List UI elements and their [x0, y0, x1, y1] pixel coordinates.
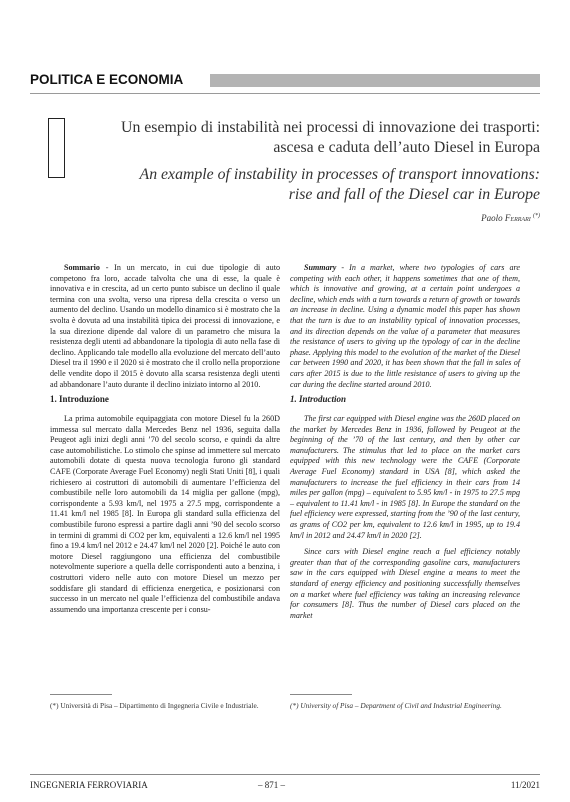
author-last-name: Ferrari: [504, 213, 531, 223]
title-english: An example of instability in processes of transport innovations: rise and fall of the Diesel car in Europe: [139, 166, 540, 203]
footnote-italian: (*) Università di Pisa – Dipartimento di Ingegneria Civile e Industriale.: [50, 701, 259, 710]
section-title: POLITICA E ECONOMIA: [30, 72, 184, 87]
footer-journal: INGEGNERIA FERROVIARIA: [30, 780, 148, 790]
footer-rule: [30, 774, 540, 775]
author-footnote-mark: (*): [533, 213, 540, 219]
author: [481, 213, 540, 223]
intro-english-paragraph-2: Since cars with Diesel engine reach a fuel efficiency notably greater than that of the corresponding gasoline cars, manufacturers saw in the cars equipped with Diesel engine a means to meet the standard of energy efficiency and positioning successfully themselves on a market where fuel efficiency was taking an increasing relevance for consumers [8]. Thus the number of Diesel cars placed on the market: [290, 547, 520, 620]
title-marker-box: [48, 118, 65, 178]
abstract-english: [290, 263, 520, 396]
intro-italian-heading: 1. Introduzione: [50, 394, 109, 404]
title-italian: Un esempio di instabilità nei processi di innovazione dei trasporti: ascesa e caduta dell’auto Diesel in Europa: [121, 119, 540, 156]
footnote-english: (*) University of Pisa – Department of Civil and Industrial Engineering.: [290, 701, 502, 710]
abstract-italian-text: Sommario - In un mercato, in cui due tipologie di auto competono fra loro, accade talvolta che una di esse, la quale è innovativa e in crescita, ad un certo punto subisce un declino il quale termina con una svolta, verso una ripresa della crescita o verso un aumento del declino. Usando un modello dinamico si è mostrato che la svolta è dovuta ad una instabilità tipica dei processi di innovazione, e la sua direzione dipende dal valore di un parametro che misura la resistenza degli utenti ad abbandonare la tipologia di auto nella fase di declino. Applicando tale modello alla evoluzione del mercato dell’auto Diesel tra il 1990 e il 2020 si è mostrato che il crollo nella proporzione delle vendite dopo il 2015 è dovuto alla scarsa resistenza degli utenti ad abbandonare l’auto durante il declino iniziato intorno al 2010.: [50, 263, 280, 389]
intro-english-heading: 1. Introduction: [290, 394, 347, 404]
footer-page-number: – 871 –: [258, 780, 285, 790]
section-rule: [30, 93, 540, 94]
intro-english-body: [290, 414, 520, 627]
footer-issue: 11/2021: [510, 780, 540, 790]
footnote-rule-left: [50, 694, 112, 695]
section-header: [30, 72, 540, 90]
abstract-english-label: Summary: [304, 263, 337, 272]
abstract-italian: [50, 263, 280, 396]
section-bar: [210, 74, 540, 87]
author-first-name: Paolo: [481, 213, 503, 223]
intro-italian-body: [50, 414, 280, 621]
abstract-english-text: Summary - In a market, where two typologies of cars are competing with each other, it happens sometimes that one of them, which is innovative and growing, at a certain point undergoes a decline, which ends with a turn towards a return of growth or towards an increase in decline. Using a dynamic model this paper has shown that the turn is due to an instability typical of innovation processes, and its direction depends on the value of a parameter that measures the resistance of users to giving up the typology of car in the decline phase. Applying this model to the evolution of the market of the Diesel car between 1990 and 2020, it has been shown that the fall in sales of cars after 2015 is due to the little resistance of users to giving up the car during the decline started around 2010.: [290, 263, 520, 389]
intro-italian-paragraph: La prima automobile equipaggiata con motore Diesel fu la 260D immessa sul mercato dalla Mercedes Benz nel 1936, seguita dalla Peugeot agli inizi degli anni ’70 del secolo scorso, e quindi da altre case automobilistiche. Lo stimolo che spinse ad immettere sul mercato automobili dotate di questa nuova tecnologia furono gli standard CAFE (Corporate Average Fuel Economy) negli Stati Uniti [8], i quali richiesero ai costruttori di automobili di aumentare l’efficienza del combustibile nelle loro automobili da 14 miglia per gallone (mpg), corrispondente a 5.93 km/l, nel 1975 a 27.5 mpg, corrispondente a 11.41 km/l nel 1985 [8]. In Europa gli standard sulla efficienza del combustibile furono espressi a partire dagli anni ’90 del secolo scorso in termini di grammi di CO2 per km, equivalenti a 12.6 km/l nel 1995 fino a 19.4 km/l nel 2012 e 24.47 km/l nel 2020 [2]. Poiché le auto con motore Diesel raggiungono una efficienza del combustibile notevolmente superiore a quella delle corrispondenti auto a benzina, i costruttori videro nelle auto con motore Diesel un mezzo per soddisfare gli standard di efficienza energetica, e posizionarsi con successo in un mercato nel quale l’efficienza del combustibile andava assumendo una importanza crescente per i consu-: [50, 414, 280, 614]
footnote-rule-right: [290, 694, 352, 695]
abstract-italian-label: Sommario: [64, 263, 100, 272]
intro-english-paragraph-1: The first car equipped with Diesel engine was the 260D placed on the market by Mercedes Benz in 1936, followed by Peugeot at the beginning of the ’70 of the last century, and then by other car manufacturers. The stimulus that led to place on the market cars equipped with this new technology were the CAFE (Corporate Average Fuel Economy) standard in USA [8], which asked the manufacturers to increase the fuel efficiency in their cars from 14 miles per gallon (mpg) – equivalent to 5.95 km/l - in 1975 to 27.5 mpg – equivalent to 11.41 km/l - in 1985 [8]. In Europe the standard on the fuel efficiency were expressed, starting from the ’90 of the last century, as grams of CO2 per km, equivalent to 12.6 km/l in 1995, up to 19.4 km/l in 2012 and 24.47 km/l in 2020 [2].: [290, 414, 520, 540]
